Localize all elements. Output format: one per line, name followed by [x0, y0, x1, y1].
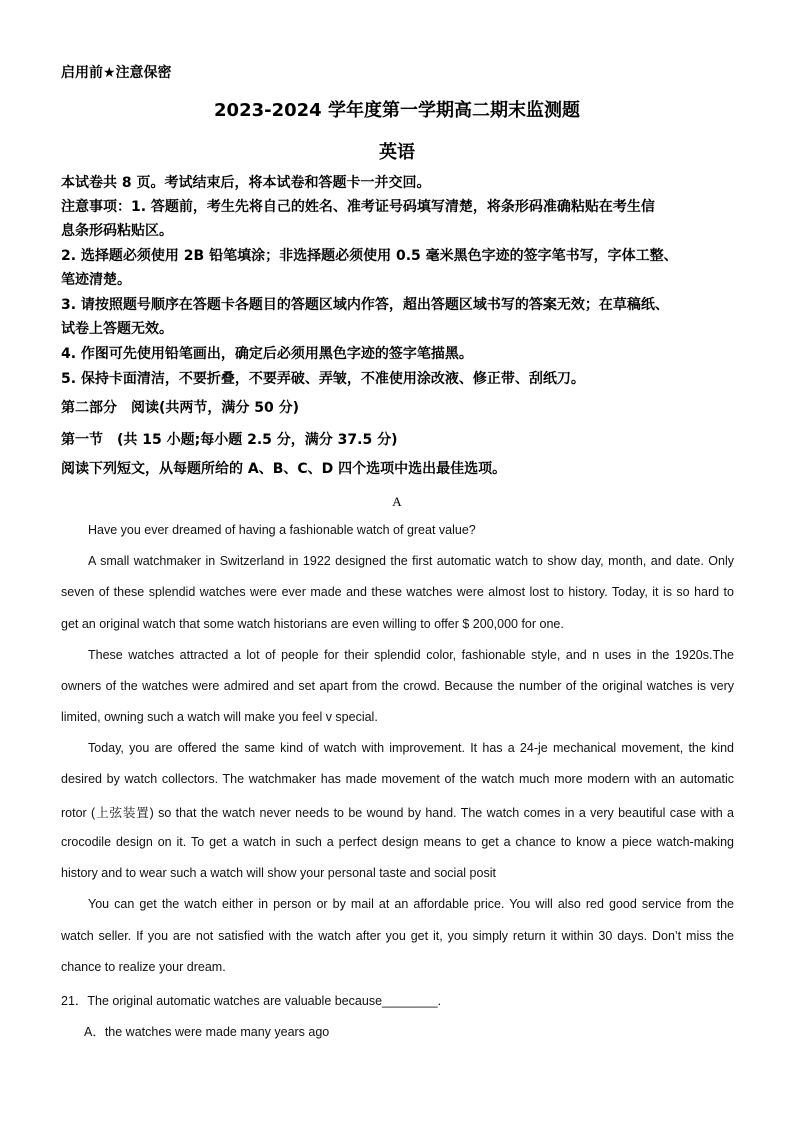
passage-line: A small watchmaker in Switzerland in 1922 designed the first automatic watch to show day, month, and date. Only [88, 554, 734, 568]
question-stem: 21．The original automatic watches are valuable because________. [61, 994, 442, 1008]
instruction-line: 注意事项：1. 答题前，考生先将自己的姓名、准考证号码填写清楚，将条形码准确粘贴在考生信 [61, 199, 655, 215]
passage-line: owners of the watches were admired and set apart from the crowd. Because the number of the original watches is very [61, 679, 734, 693]
reading-directions: 阅读下列短文，从每题所给的 A、B、C、D 四个选项中选出最佳选项。 [61, 461, 507, 477]
instruction-line: 4. 作图可先使用铅笔画出，确定后必须用黑色字迹的签字笔描黑。 [61, 346, 473, 362]
passage-line: limited, owning such a watch will make you feel v special. [61, 710, 378, 724]
instruction-line: 本试卷共 8 页。考试结束后，将本试卷和答题卡一并交回。 [61, 175, 431, 191]
instruction-line: 5. 保持卡面清洁，不要折叠，不要弄破、弄皱，不准使用涂改液、修正带、刮纸刀。 [61, 371, 585, 387]
passage-line: Today, you are offered the same kind of watch with improvement. It has a 24-je mechanical movement, the kind [88, 741, 734, 755]
confidential-notice: 启用前★注意保密 [61, 65, 172, 81]
instruction-line: 息条形码粘贴区。 [61, 223, 173, 239]
passage-line: desired by watch collectors. The watchmaker has made movement of the watch much more modern with an automatic [61, 772, 734, 786]
passage-line: watch seller. If you are not satisfied with the watch after you get it, you simply return it within 30 days. Don’t miss the [61, 929, 734, 943]
passage-line: crocodile design on it. To get a watch in such a perfect design means to get a chance to know a piece watch-making [61, 835, 734, 849]
instruction-line: 2. 选择题必须使用 2B 铅笔填涂；非选择题必须使用 0.5 毫米黑色字迹的签字笔书写，字体工整、 [61, 248, 678, 264]
passage-line: Have you ever dreamed of having a fashionable watch of great value? [88, 523, 476, 537]
instruction-line: 试卷上答题无效。 [61, 321, 173, 337]
section-part-heading: 第二部分 阅读(共两节，满分 50 分) [61, 400, 300, 416]
passage-line: history and to wear such a watch will show your personal taste and social posit [61, 866, 496, 880]
subject-title: 英语 [379, 142, 415, 163]
instruction-line: 笔迹清楚。 [61, 272, 131, 288]
question-option-a: A．the watches were made many years ago [84, 1025, 330, 1039]
passage-line: get an original watch that some watch historians are even willing to offer $ 200,000 for one. [61, 617, 564, 631]
instruction-line: 3. 请按照题号顺序在答题卡各题目的答题区域内作答，超出答题区域书写的答案无效；在草稿纸、 [61, 297, 669, 313]
exam-title: 2023-2024 学年度第一学期高二期末监测题 [214, 100, 580, 121]
passage-line: chance to realize your dream. [61, 960, 226, 974]
passage-line: seven of these splendid watches were ever made and these watches were almost lost to history. Today, it is so hard to [61, 585, 734, 599]
subsection-heading: 第一节 (共 15 小题;每小题 2.5 分，满分 37.5 分) [61, 432, 398, 448]
passage-line: You can get the watch either in person or by mail at an affordable price. You will also red good service from the [88, 897, 734, 911]
passage-line: These watches attracted a lot of people for their splendid color, fashionable style, and n uses in the 1920s.The [88, 648, 734, 662]
passage-line: rotor (上弦装置) so that the watch never needs to be wound by hand. The watch comes in a very beautiful case with a [61, 806, 734, 820]
passage-letter: A [392, 494, 402, 509]
